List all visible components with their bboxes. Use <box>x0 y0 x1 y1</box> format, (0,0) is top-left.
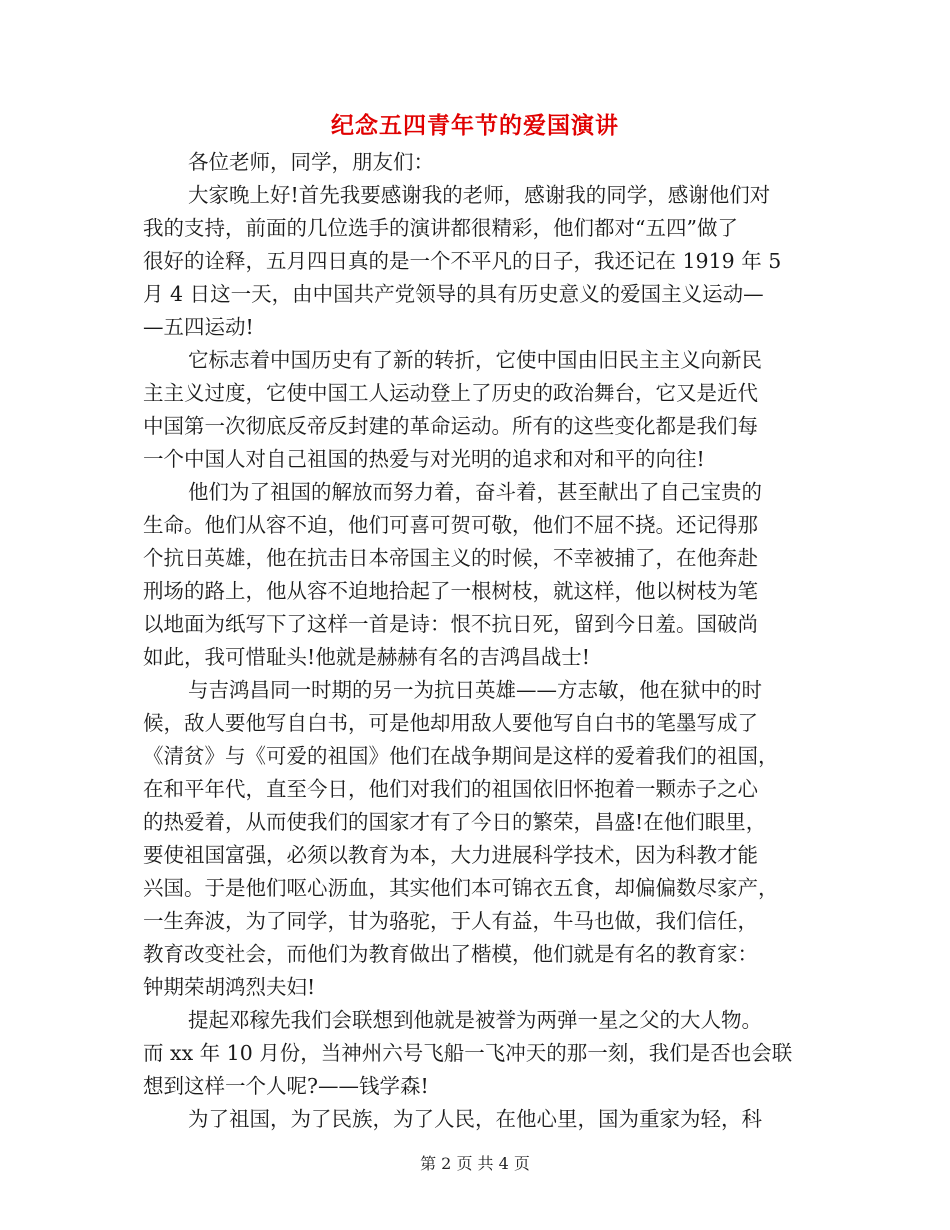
text-line: 中国第一次彻底反帝反封建的革命运动。所有的这些变化都是我们每 <box>143 414 758 438</box>
text-line: 候，敌人要他写自白书，可是他却用敌人要他写自白书的笔墨写成了 <box>143 711 758 735</box>
text-line: 为了祖国，为了民族，为了人民，在他心里，国为重家为轻，科 <box>188 1107 762 1131</box>
text-line: 很好的诠释，五月四日真的是一个不平凡的日子，我还记在 1919 年 5 <box>143 249 782 273</box>
text-line: 的热爱着，从而使我们的国家才有了今日的繁荣，昌盛!在他们眼里， <box>143 810 767 834</box>
text-line: 个抗日英雄，他在抗击日本帝国主义的时候，不幸被捕了，在他奔赴 <box>143 546 758 570</box>
paragraph-5 <box>143 1004 811 1103</box>
text-line: 他们为了祖国的解放而努力着，奋斗着，甚至献出了自己宝贵的 <box>188 480 762 504</box>
text-line: 它标志着中国历史有了新的转折，它使中国由旧民主主义向新民 <box>188 348 762 372</box>
text-line: 钟期荣胡鸿烈夫妇! <box>143 975 316 999</box>
document-title: 纪念五四青年节的爱国演讲 <box>331 112 619 139</box>
text-line: 主主义过度，它使中国工人运动登上了历史的政治舞台，它又是近代 <box>143 381 758 405</box>
text-line: 月 4 日这一天，由中国共产党领导的具有历史意义的爱国主义运动— <box>143 282 764 306</box>
text-line: —五四运动! <box>143 315 254 339</box>
text-line: 如此，我可惜耻头!他就是赫赫有名的吉鸿昌战士! <box>143 645 590 669</box>
text-line: 兴国。于是他们呕心沥血，其实他们本可锦衣五食，却偏偏数尽家产， <box>143 876 779 900</box>
text-line: 我的支持，前面的几位选手的演讲都很精彩，他们都对“五四”做了 <box>143 216 738 240</box>
text-line: 各位老师，同学，朋友们： <box>188 150 434 174</box>
document-body <box>143 146 811 1136</box>
text-line: 一生奔波，为了同学，甘为骆驼，于人有益，牛马也做，我们信任， <box>143 909 758 933</box>
paragraph-4 <box>143 674 811 1004</box>
text-line: 在和平年代，直至今日，他们对我们的祖国依旧怀抱着一颗赤子之心 <box>143 777 758 801</box>
text-line: 提起邓稼先我们会联想到他就是被誉为两弹一星之父的大人物。 <box>188 1008 762 1032</box>
text-line: 与吉鸿昌同一时期的另一为抗日英雄——方志敏，他在狱中的时 <box>188 678 762 702</box>
paragraph-3 <box>143 476 811 674</box>
text-line: 要使祖国富强，必须以教育为本，大力进展科学技术，因为科教才能 <box>143 843 758 867</box>
text-line: 想到这样一个人呢?——钱学森! <box>143 1074 429 1098</box>
text-line: 《清贫》与《可爱的祖国》他们在战争期间是这样的爱着我们的祖国， <box>143 744 779 768</box>
text-line: 一个中国人对自己祖国的热爱与对光明的追求和对和平的向往! <box>143 447 705 471</box>
paragraph-2 <box>143 344 811 476</box>
text-line: 生命。他们从容不迫，他们可喜可贺可敬，他们不屈不挠。还记得那 <box>143 513 758 537</box>
paragraph-greeting <box>143 146 811 179</box>
paragraph-6 <box>143 1103 811 1136</box>
text-line: 大家晚上好!首先我要感谢我的老师，感谢我的同学，感谢他们对 <box>188 183 771 207</box>
page-number-footer: 第 2 页 共 4 页 <box>420 1154 530 1173</box>
text-line: 以地面为纸写下了这样一首是诗：恨不抗日死，留到今日羞。国破尚 <box>143 612 758 636</box>
text-line: 而 xx 年 10 月份，当神州六号飞船一飞冲天的那一刻，我们是否也会联 <box>143 1041 793 1065</box>
text-line: 刑场的路上，他从容不迫地拾起了一根树枝，就这样，他以树枝为笔 <box>143 579 758 603</box>
paragraph-1 <box>143 179 811 344</box>
text-line: 教育改变社会，而他们为教育做出了楷模，他们就是有名的教育家： <box>143 942 758 966</box>
